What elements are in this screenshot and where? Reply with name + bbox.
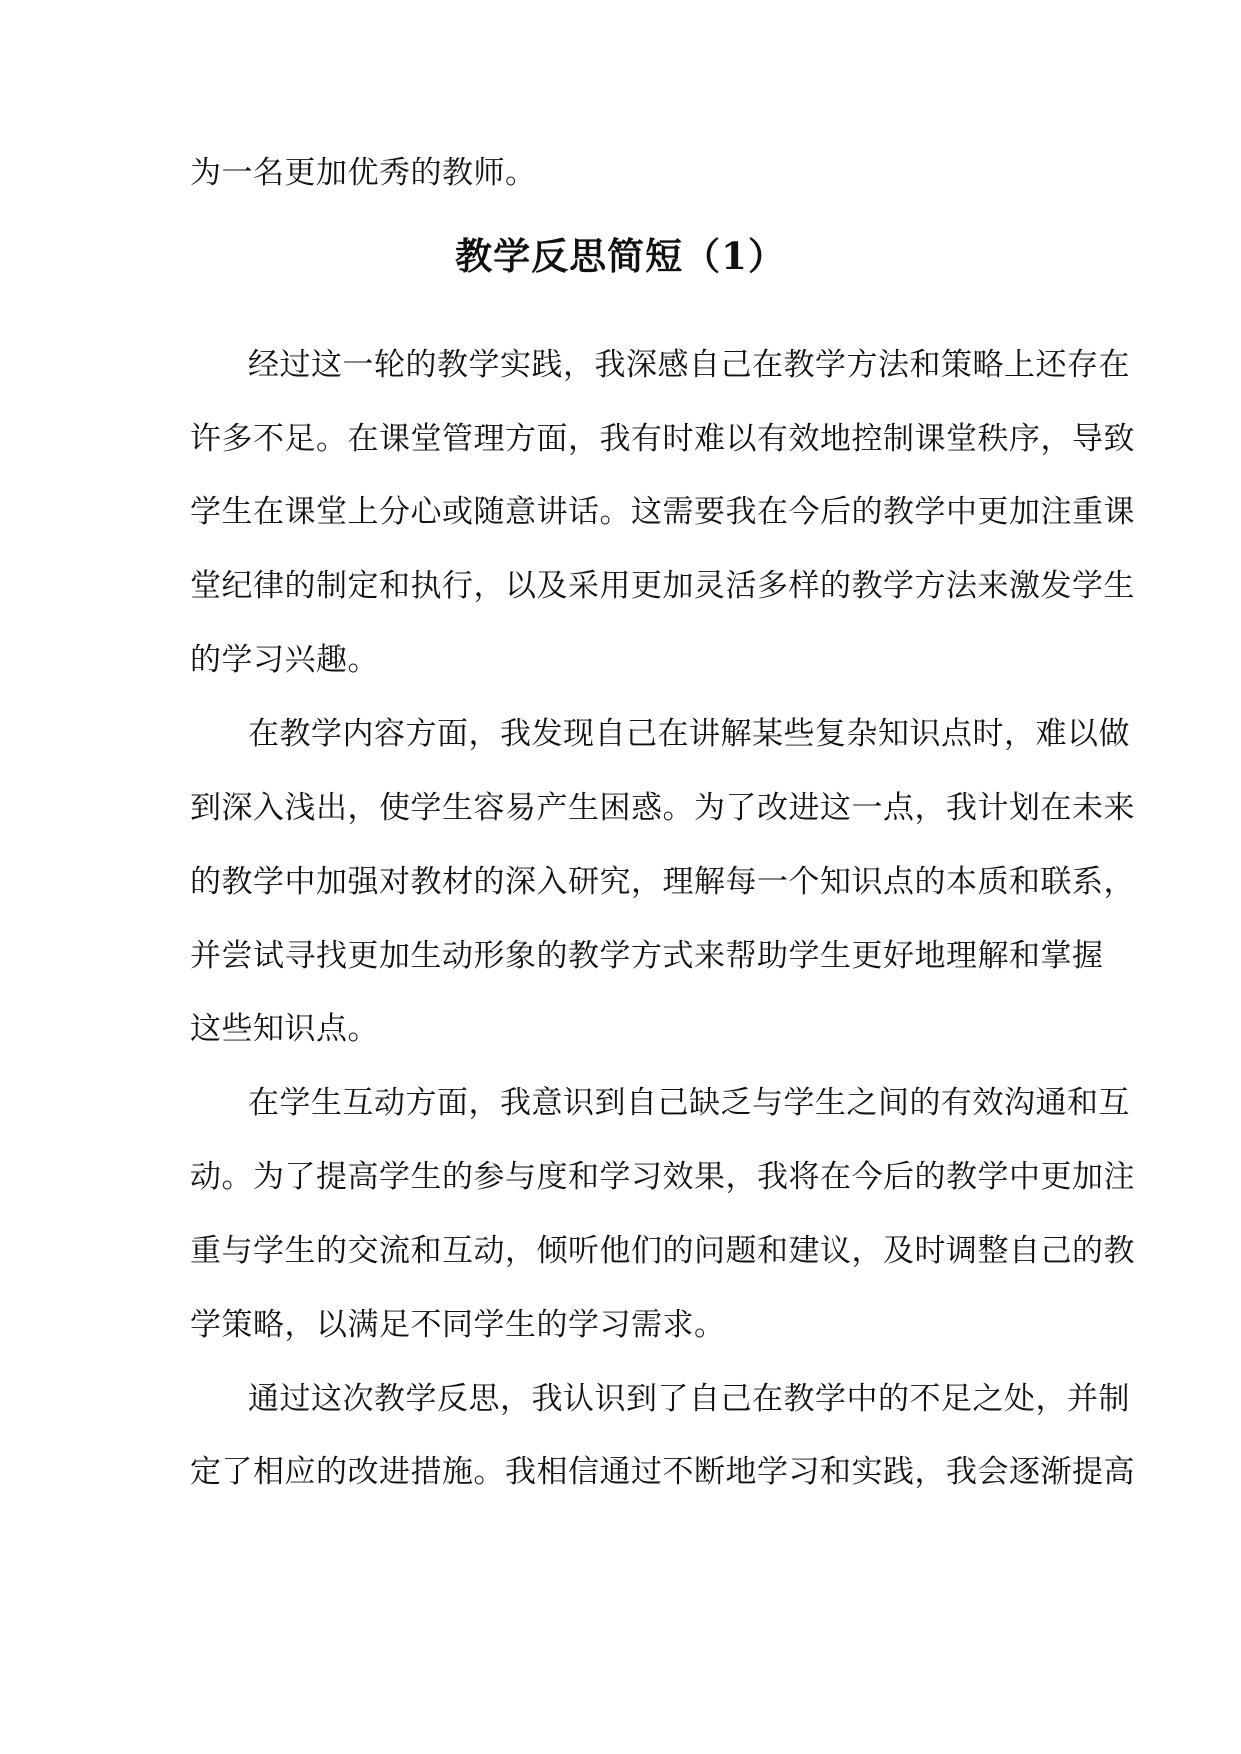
paragraph-line: 通过这次教学反思，我认识到了自己在教学中的不足之处，并制	[248, 1381, 1130, 1417]
paragraph-line: 的教学中加强对教材的深入研究，理解每一个知识点的本质和联系，	[190, 864, 1135, 900]
section-title: 教学反思简短（1）	[455, 234, 786, 278]
paragraph-line: 堂纪律的制定和执行，以及采用更加灵活多样的教学方法来激发学生	[190, 568, 1135, 604]
paragraph-line: 动。为了提高学生的参与度和学习效果，我将在今后的教学中更加注	[190, 1159, 1135, 1195]
paragraph-line: 在教学内容方面，我发现自己在讲解某些复杂知识点时，难以做	[248, 716, 1130, 752]
continuation-line: 为一名更加优秀的教师。	[190, 155, 537, 191]
paragraph-line: 的学习兴趣。	[190, 642, 379, 678]
paragraph-line: 学策略，以满足不同学生的学习需求。	[190, 1307, 726, 1343]
paragraph-line: 学生在课堂上分心或随意讲话。这需要我在今后的教学中更加注重课	[190, 494, 1135, 530]
paragraph-line: 在学生互动方面，我意识到自己缺乏与学生之间的有效沟通和互	[248, 1085, 1130, 1121]
paragraph-line: 定了相应的改进措施。我相信通过不断地学习和实践，我会逐渐提高	[190, 1454, 1135, 1490]
paragraph-line: 许多不足。在课堂管理方面，我有时难以有效地控制课堂秩序，导致	[190, 421, 1135, 457]
paragraph-line: 到深入浅出，使学生容易产生困惑。为了改进这一点，我计划在未来	[190, 790, 1135, 826]
paragraph-line: 重与学生的交流和互动，倾听他们的问题和建议，及时调整自己的教	[190, 1233, 1135, 1269]
paragraph-line: 经过这一轮的教学实践，我深感自己在教学方法和策略上还存在	[248, 347, 1130, 383]
paragraph-line: 这些知识点。	[190, 1011, 379, 1047]
paragraph-line: 并尝试寻找更加生动形象的教学方式来帮助学生更好地理解和掌握	[190, 938, 1104, 974]
